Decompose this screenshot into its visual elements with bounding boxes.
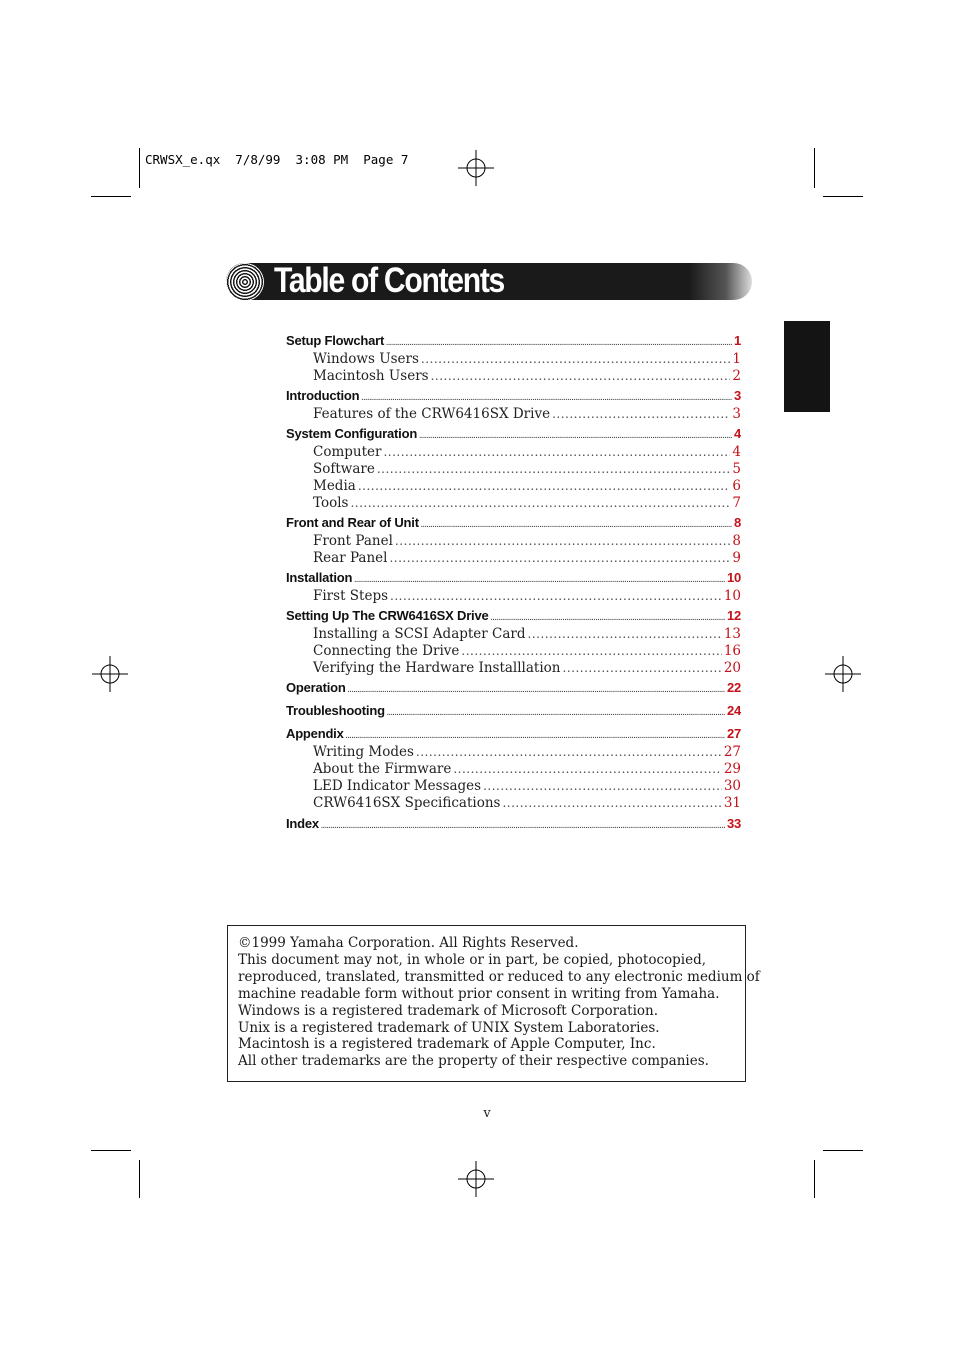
- toc-page-ref: 20: [723, 660, 741, 676]
- dot-leader: [377, 462, 731, 476]
- toc-page-ref: 27: [726, 726, 741, 741]
- toc-subsection-entry[interactable]: [286, 550, 741, 567]
- dot-leader: [419, 433, 732, 440]
- toc-entry-label: System Configuration: [286, 426, 418, 441]
- notice-line: Macintosh is a registered trademark of Apple Computer, Inc.: [238, 1036, 656, 1053]
- toc-section-entry[interactable]: [286, 570, 741, 588]
- toc-entry-label: Rear Panel: [313, 550, 388, 566]
- toc-subsection-entry[interactable]: [286, 444, 741, 461]
- notice-line: machine readable form without prior consent in writing from Yamaha.: [238, 985, 720, 1002]
- toc-entry-label: Tools: [313, 495, 349, 511]
- toc-subsection-entry[interactable]: [286, 744, 741, 761]
- toc-entry-label: Software: [313, 461, 375, 477]
- toc-entry-label: Front Panel: [313, 533, 393, 549]
- toc-entry-label: Index: [286, 816, 319, 831]
- toc-entry-label: CRW6416SX Specifications: [313, 795, 501, 811]
- toc-page-ref: 4: [733, 426, 741, 441]
- crop-mark: [814, 1160, 815, 1198]
- toc-page-ref: 10: [726, 570, 741, 585]
- toc-page-ref: 1: [732, 351, 741, 367]
- dot-leader: [491, 615, 725, 622]
- dot-leader: [483, 779, 722, 793]
- dot-leader: [350, 496, 730, 510]
- toc-subsection-entry[interactable]: [286, 795, 741, 812]
- toc-subsection-entry[interactable]: [286, 626, 741, 643]
- crop-mark: [139, 1160, 140, 1198]
- toc-section-entry[interactable]: [286, 426, 741, 444]
- dot-leader: [421, 352, 731, 366]
- toc-subsection-entry[interactable]: [286, 478, 741, 495]
- toc-page-ref: 10: [723, 588, 741, 604]
- crop-mark: [139, 148, 140, 188]
- toc-page-ref: 16: [723, 643, 741, 659]
- notice-line: ©1999 Yamaha Corporation. All Rights Reserved.: [238, 935, 579, 951]
- toc-section-entry[interactable]: [286, 680, 741, 698]
- toc-page-ref: 31: [723, 795, 741, 811]
- toc-subsection-entry[interactable]: [286, 368, 741, 385]
- toc-entry-label: Computer: [313, 444, 382, 460]
- notice-line: reproduced, translated, transmitted or reduced to any electronic medium of: [238, 968, 760, 985]
- toc-subsection-entry[interactable]: [286, 761, 741, 778]
- dot-leader: [528, 627, 722, 641]
- dot-leader: [348, 687, 725, 694]
- toc-entry-label: Appendix: [286, 726, 344, 741]
- dot-leader: [421, 522, 732, 529]
- crop-mark: [823, 196, 863, 197]
- dot-leader: [354, 577, 725, 584]
- dot-leader: [361, 395, 732, 402]
- toc-page-ref: 13: [723, 626, 741, 642]
- toc-section-entry[interactable]: [286, 333, 741, 351]
- dot-leader: [502, 796, 721, 810]
- toc-section-entry[interactable]: [286, 726, 741, 744]
- dot-leader: [395, 534, 731, 548]
- toc-page-ref: 24: [726, 703, 741, 718]
- toc-entry-label: Writing Modes: [313, 744, 414, 760]
- toc-section-entry[interactable]: [286, 816, 741, 834]
- dot-leader: [389, 551, 730, 565]
- toc-entry-label: Features of the CRW6416SX Drive: [313, 406, 551, 422]
- notice-line: Unix is a registered trademark of UNIX System Laboratories.: [238, 1019, 660, 1036]
- toc-section-entry[interactable]: [286, 388, 741, 406]
- registration-mark-icon: [825, 656, 861, 692]
- dot-leader: [416, 745, 722, 759]
- toc-entry-label: Front and Rear of Unit: [286, 515, 419, 530]
- notice-line: Windows is a registered trademark of Microsoft Corporation.: [238, 1002, 659, 1019]
- toc-page-ref: 5: [732, 461, 741, 477]
- toc-page-ref: 3: [732, 406, 741, 422]
- registration-mark-icon: [458, 150, 494, 186]
- toc-entry-label: Media: [313, 478, 356, 494]
- toc-subsection-entry[interactable]: [286, 495, 741, 512]
- toc-entry-label: Installing a SCSI Adapter Card: [313, 626, 526, 642]
- toc-page-ref: 4: [732, 444, 741, 460]
- crop-mark: [91, 196, 131, 197]
- toc-entry-label: Macintosh Users: [313, 368, 429, 384]
- toc-page-ref: 8: [733, 515, 741, 530]
- toc-subsection-entry[interactable]: [286, 588, 741, 605]
- toc-page-ref: 6: [732, 478, 741, 494]
- toc-page-ref: 8: [732, 533, 741, 549]
- section-tab: [784, 321, 830, 412]
- toc-entry-label: Windows Users: [313, 351, 419, 367]
- toc-entry-label: Installation: [286, 570, 353, 585]
- page-title: Table of Contents: [274, 261, 505, 300]
- copyright-notice: [227, 925, 760, 1082]
- toc-subsection-entry[interactable]: [286, 643, 741, 660]
- dot-leader: [552, 407, 730, 421]
- toc-subsection-entry[interactable]: [286, 533, 741, 550]
- toc-section-entry[interactable]: [286, 515, 741, 533]
- toc-entry-label: LED Indicator Messages: [313, 778, 482, 794]
- toc-subsection-entry[interactable]: [286, 660, 741, 677]
- toc-entry-label: Verifying the Hardware Installlation: [313, 660, 561, 676]
- toc-page-ref: 30: [723, 778, 741, 794]
- toc-page-ref: 22: [726, 680, 741, 695]
- disc-icon: [226, 263, 264, 301]
- toc-entry-label: Setup Flowchart: [286, 333, 385, 348]
- toc-subsection-entry[interactable]: [286, 351, 741, 368]
- toc-page-ref: 1: [733, 333, 741, 348]
- toc-entry-label: Setting Up The CRW6416SX Drive: [286, 608, 489, 623]
- dot-leader: [453, 762, 721, 776]
- toc-page-ref: 2: [732, 368, 741, 384]
- dot-leader: [390, 589, 722, 603]
- toc-page-ref: 9: [732, 550, 741, 566]
- toc-entry-label: Troubleshooting: [286, 703, 385, 718]
- registration-mark-icon: [458, 1161, 494, 1197]
- toc-entry-label: About the Firmware: [313, 761, 452, 777]
- dot-leader: [461, 644, 721, 658]
- toc-page-ref: 27: [723, 744, 741, 760]
- dot-leader: [383, 445, 730, 459]
- print-slug: CRWSX_e.qx 7/8/99 3:08 PM Page 7: [145, 152, 409, 167]
- dot-leader: [563, 661, 722, 675]
- toc-entry-label: First Steps: [313, 588, 389, 604]
- dot-leader: [321, 823, 725, 830]
- dot-leader: [387, 710, 725, 717]
- dot-leader: [358, 479, 731, 493]
- dot-leader: [346, 733, 725, 740]
- notice-line: This document may not, in whole or in part, be copied, photocopied,: [238, 951, 707, 968]
- notice-line: All other trademarks are the property of their respective companies.: [238, 1053, 709, 1070]
- table-of-contents: [286, 333, 741, 834]
- toc-page-ref: 29: [723, 761, 741, 777]
- toc-section-entry[interactable]: [286, 703, 741, 721]
- crop-mark: [814, 148, 815, 188]
- dot-leader: [386, 340, 732, 347]
- toc-entry-label: Operation: [286, 680, 346, 695]
- page-number: v: [483, 1106, 491, 1121]
- toc-page-ref: 12: [726, 608, 741, 623]
- toc-page-ref: 7: [732, 495, 741, 511]
- toc-page-ref: 33: [726, 816, 741, 831]
- toc-subsection-entry[interactable]: [286, 461, 741, 478]
- dot-leader: [431, 369, 731, 383]
- toc-entry-label: Introduction: [286, 388, 360, 403]
- crop-mark: [823, 1150, 863, 1151]
- toc-section-entry[interactable]: [286, 608, 741, 626]
- toc-subsection-entry[interactable]: [286, 778, 741, 795]
- toc-entry-label: Connecting the Drive: [313, 643, 460, 659]
- toc-subsection-entry[interactable]: [286, 406, 741, 423]
- toc-page-ref: 3: [733, 388, 741, 403]
- registration-mark-icon: [92, 656, 128, 692]
- crop-mark: [91, 1150, 131, 1151]
